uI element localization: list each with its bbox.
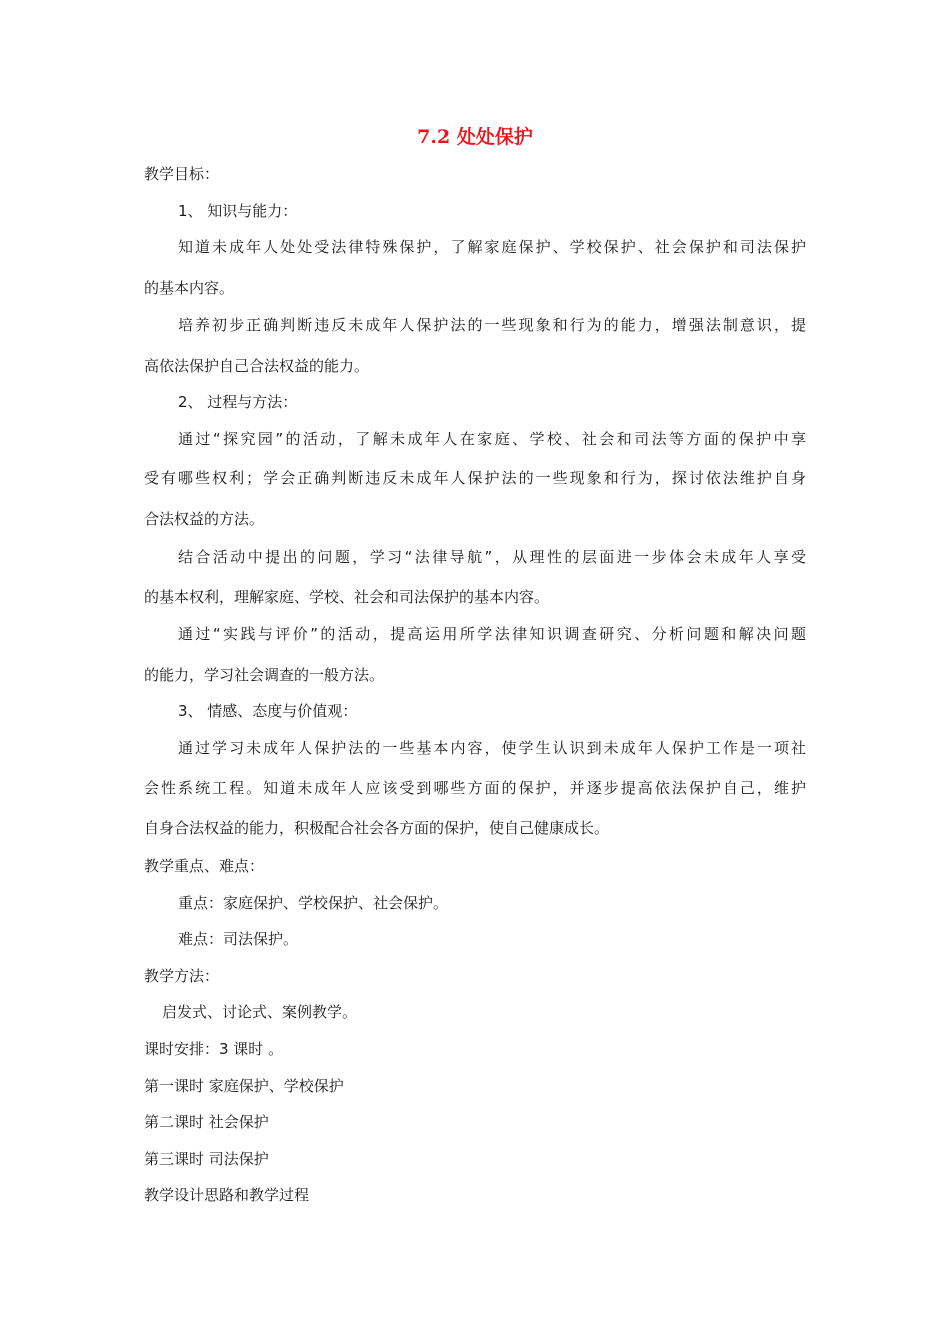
paragraph-line: 高依法保护自己合法权益的能力。	[144, 357, 370, 375]
schedule-line: 课时安排：3 课时 。	[144, 1040, 284, 1058]
paragraph-line: 知道未成年人处处受法律特殊保护，了解家庭保护、学校保护、社会保护和司法保护	[178, 238, 806, 256]
paragraph-line: 自身合法权益的能力，积极配合社会各方面的保护，使自己健康成长。	[144, 819, 610, 837]
paragraph-line: 通过学习未成年人保护法的一些基本内容，使学生认识到未成年人保护工作是一项社	[178, 739, 806, 757]
subheading-knowledge-ability: 1、 知识与能力：	[178, 202, 298, 220]
paragraph-line: 受有哪些权利；学会正确判断违反未成年人保护法的一些现象和行为，探讨依法维护自身	[144, 469, 806, 487]
lesson-three-line: 第三课时 司法保护	[144, 1150, 269, 1168]
subheading-emotion-attitude-values: 3、 情感、态度与价值观：	[178, 702, 358, 720]
heading-key-points: 教学重点、难点：	[144, 857, 265, 875]
lesson-two-line: 第二课时 社会保护	[144, 1113, 269, 1131]
heading-teaching-method: 教学方法：	[144, 967, 220, 985]
paragraph-line: 的能力，学习社会调查的一般方法。	[144, 666, 385, 684]
lesson-one-line: 第一课时 家庭保护、学校保护	[144, 1077, 344, 1095]
paragraph-line: 会性系统工程。知道未成年人应该受到哪些方面的保护，并逐步提高依法保护自己，维护	[144, 779, 806, 797]
paragraph-line: 结合活动中提出的问题，学习“法律导航”，从理性的层面进一步体会未成年人享受	[178, 548, 806, 566]
subheading-process-method: 2、 过程与方法：	[178, 393, 298, 411]
heading-teaching-goals: 教学目标：	[144, 165, 220, 183]
paragraph-line: 的基本权利，理解家庭、学校、社会和司法保护的基本内容。	[144, 588, 550, 606]
teaching-method-line: 启发式、讨论式、案例教学。	[162, 1003, 358, 1021]
heading-design-process: 教学设计思路和教学过程	[144, 1186, 310, 1204]
difficult-point-line: 难点：司法保护。	[178, 930, 299, 948]
paragraph-line: 合法权益的方法。	[144, 510, 265, 528]
paragraph-line: 通过“实践与评价”的活动，提高运用所学法律知识调查研究、分析问题和解决问题	[178, 625, 806, 643]
paragraph-line: 培养初步正确判断违反未成年人保护法的一些现象和行为的能力，增强法制意识，提	[178, 316, 806, 334]
document-title: 7.2 处处保护	[417, 126, 533, 148]
paragraph-line: 通过“探究园”的活动，了解未成年人在家庭、学校、社会和司法等方面的保护中享	[178, 430, 806, 448]
key-point-line: 重点：家庭保护、学校保护、社会保护。	[178, 894, 449, 912]
paragraph-line: 的基本内容。	[144, 279, 235, 297]
